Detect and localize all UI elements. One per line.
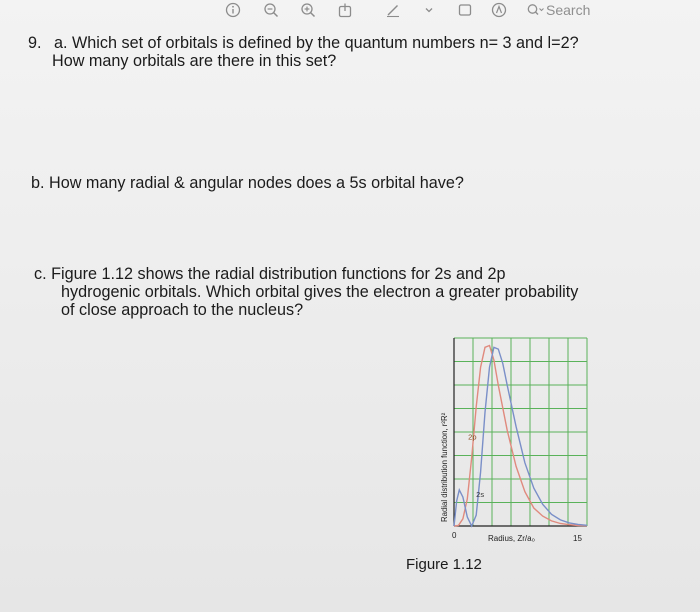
radial-distribution-chart [436,336,594,550]
y-axis-label: Radial distribution function, r²R² [440,412,449,522]
question-part-c-line1: c. Figure 1.12 shows the radial distribution functions for 2s and 2p [34,265,506,283]
search-icon [526,2,546,18]
series-label-2s: 2s [476,490,485,500]
share-icon[interactable] [336,1,354,19]
annotate-icon[interactable] [490,1,508,19]
window-icon[interactable] [456,1,474,19]
viewer-toolbar [0,0,700,22]
figure-caption: Figure 1.12 [406,556,482,573]
x-tick-label: 0 [452,531,457,540]
zoom-in-icon[interactable] [299,1,317,19]
question-part-b: b. How many radial & angular nodes does a 5s orbital have? [31,174,464,192]
x-axis-label: Radius, Zr/a₀ [488,534,535,543]
x-tick-label: 15 [573,534,582,543]
question-number: 9. [28,34,42,52]
chevron-down-icon[interactable] [420,1,438,19]
question-part-a-line2: How many orbitals are there in this set? [52,52,337,70]
zoom-out-icon[interactable] [262,1,280,19]
question-part-c-line3: of close approach to the nucleus? [61,301,304,319]
info-icon[interactable] [224,1,242,19]
series-label-2p: 2p [468,432,477,442]
markup-pen-icon[interactable] [384,1,402,19]
question-part-c-line2: hydrogenic orbitals. Which orbital gives the electron a greater probability [61,283,579,301]
search-field[interactable] [526,0,626,20]
question-part-a-line1: a. Which set of orbitals is defined by the quantum numbers n= 3 and l=2? [54,34,579,52]
search-placeholder: Search [546,2,591,18]
